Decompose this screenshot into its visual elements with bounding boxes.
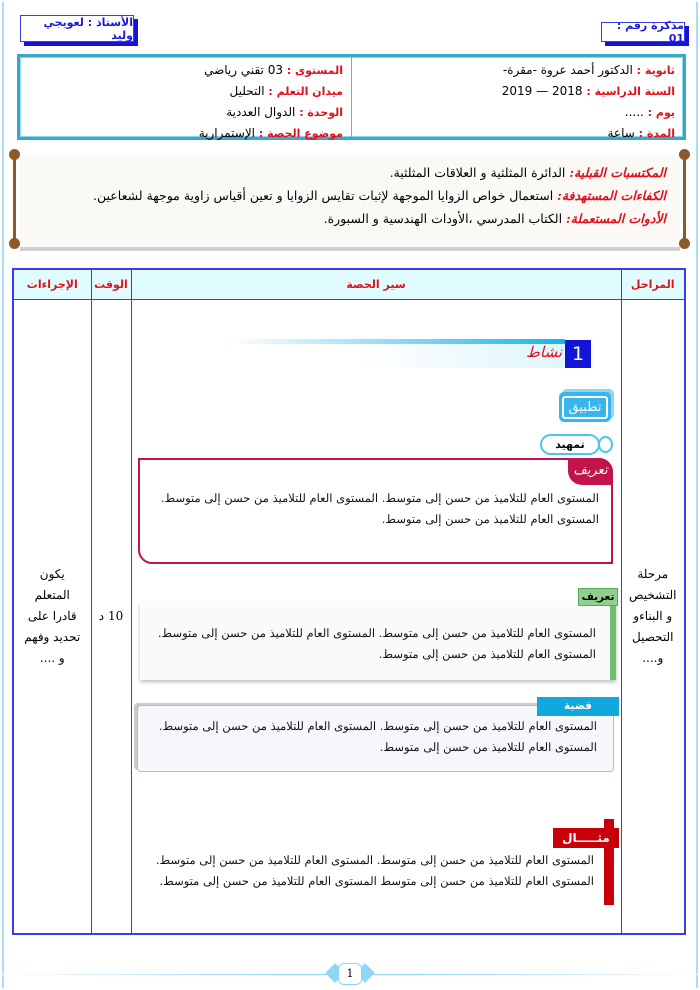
- text: الدكتور أحمد عروة -مقرة-: [502, 63, 633, 77]
- text: يكون المتعلم قادرا على تحديد وفهم و ....: [24, 566, 81, 665]
- info-right-column: [352, 57, 683, 140]
- info-school: [360, 60, 675, 81]
- definition-green-box: [140, 603, 616, 680]
- time-cell: [91, 299, 131, 934]
- scroll-knob: [679, 238, 690, 249]
- info-year: [360, 81, 675, 102]
- text: الإستمرارية: [198, 126, 256, 140]
- stage-cell: [621, 299, 685, 934]
- header-procedures: الإجراءات: [13, 269, 91, 299]
- text: 10 د: [98, 608, 124, 623]
- text: التحليل: [229, 84, 265, 98]
- page-number: 1: [338, 963, 362, 985]
- definition-tag: تعريف: [568, 458, 613, 485]
- info-box: [17, 54, 686, 140]
- prerequisites-panel: [20, 155, 680, 247]
- header-course: سير الحصة: [131, 269, 621, 299]
- apply-label: تطبيق: [562, 396, 608, 419]
- teacher-name: الأستاذ : لعويجي وليد: [43, 15, 133, 42]
- text: الدوال العددية: [226, 105, 296, 119]
- text: ميدان التعلم :: [268, 85, 343, 98]
- definition-green-text: المستوى العام للتلاميذ من حسن إلى متوسط. المستوى العام للتلاميذ من حسن إلى متوسط. المستوى العام للتلاميذ من حسن إلى متوسط.: [157, 626, 596, 661]
- intro-pill: تمهيد: [540, 434, 600, 455]
- info-topic: [28, 123, 343, 144]
- activity-label: نشاط: [526, 343, 562, 361]
- activity-number: 1: [565, 340, 591, 368]
- info-left-column: [20, 57, 352, 140]
- header-stages: المراحل: [621, 269, 685, 299]
- text: ثانوية :: [636, 64, 675, 77]
- text: الوحدة :: [299, 106, 343, 119]
- prior-knowledge: [34, 161, 666, 184]
- memo-number: مذكرة رقم : 01: [616, 19, 684, 45]
- text: السنة الدراسية :: [586, 85, 675, 98]
- procedure-cell: [13, 299, 91, 934]
- tools-used: [34, 207, 666, 230]
- info-duration: [360, 123, 675, 144]
- example-tag: مثـــــال: [553, 828, 619, 848]
- text: الكفاءات المستهدفة:: [557, 188, 666, 203]
- text: المكتسبات القبلية:: [569, 165, 666, 180]
- text: الدائرة المثلثية و العلاقات المثلثية.: [389, 165, 566, 180]
- text: 2018 — 2019: [501, 84, 583, 98]
- info-day: [360, 102, 675, 123]
- proposition-tag: قضية: [537, 697, 619, 716]
- header-time: الوقت: [91, 269, 131, 299]
- scroll-rod-left: [13, 152, 16, 246]
- teacher-name-box: [20, 15, 134, 42]
- info-domain: [28, 81, 343, 102]
- proposition-text: المستوى العام للتلاميذ من حسن إلى متوسط. المستوى العام للتلاميذ من حسن إلى متوسط. المستوى العام للتلاميذ من حسن إلى متوسط.: [158, 719, 597, 754]
- intro-pill-knob: [598, 436, 613, 453]
- text: الأدوات المستعملة:: [566, 211, 666, 226]
- definition-text: المستوى العام للتلاميذ من حسن إلى متوسط. المستوى العام للتلاميذ من حسن إلى متوسط. المستوى العام للتلاميذ من حسن إلى متوسط.: [160, 491, 599, 526]
- scroll-knob: [9, 149, 20, 160]
- scroll-knob: [9, 238, 20, 249]
- text: يوم :: [647, 106, 675, 119]
- text: موضوع الحصة :: [258, 127, 343, 140]
- scroll-rod-right: [683, 152, 686, 246]
- text: مرحلة التشخيص و البناءو التحصيل و....: [629, 566, 677, 665]
- target-competencies: [34, 184, 666, 207]
- text: .....: [624, 105, 644, 119]
- text: 03 تقني رياضي: [204, 63, 283, 77]
- example-text: المستوى العام للتلاميذ من حسن إلى متوسط. المستوى العام للتلاميذ من حسن إلى متوسط. المستوى العام للتلاميذ من حسن إلى متوسط المستوى العام للتلاميذ من حسن إلى متوسط.: [155, 853, 594, 888]
- text: استعمال خواص الزوايا الموجهة لإثبات تقايس الزوايا و تعين أقياس زاوية موجهة لشعاعين.: [93, 188, 554, 203]
- text: ساعة: [607, 126, 635, 140]
- text: المدة :: [638, 127, 675, 140]
- text: الكتاب المدرسي ،الأودات الهندسية و السبورة.: [323, 211, 563, 226]
- info-level: [28, 60, 343, 81]
- definition-green-tag: تعريف: [578, 588, 618, 606]
- text: المستوى :: [286, 64, 343, 77]
- definition-box: [138, 458, 613, 564]
- memo-number-box: [601, 19, 685, 45]
- info-unit: [28, 102, 343, 123]
- scroll-knob: [679, 149, 690, 160]
